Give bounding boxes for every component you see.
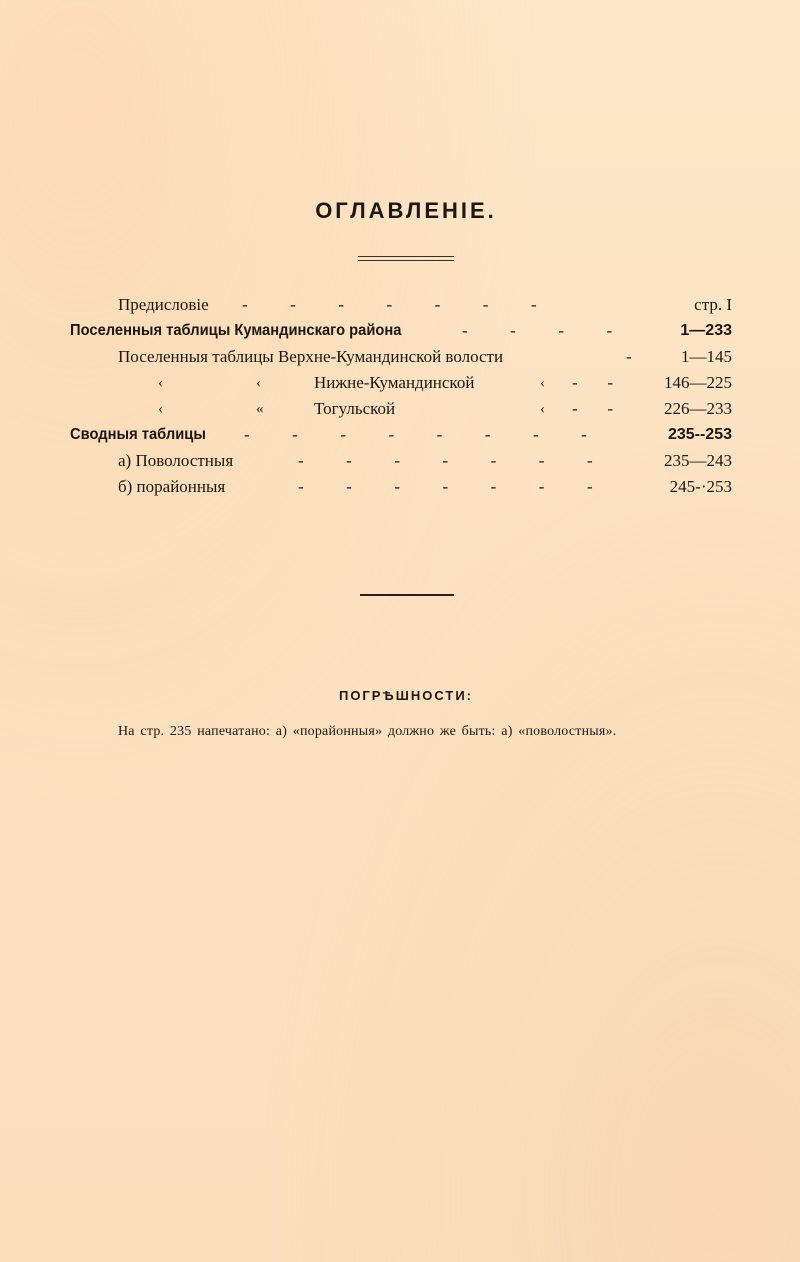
ditto-mark: ‹ [256,375,261,391]
toc-entry-by-volost [0,448,800,474]
toc-entry-summary-tables [0,422,800,448]
toc-page-upper-volost: 1—145 [681,347,732,366]
toc-label-upper-volost: Поселенныя таблицы Верхне-Кумандинской волости [118,347,504,366]
toc-leader-upper-volost: - [626,347,632,366]
toc-leader-togul-volost: - - [572,399,614,418]
toc-page-settlement-tables: 1—233 [680,322,732,339]
ditto-mark: « [256,401,264,417]
toc-page-by-volost: 235—243 [664,451,732,470]
toc-label-settlement-tables: Поселенныя таблицы Кумандинскаго района [70,322,402,339]
toc-leader-summary-tables: - - - - - - - - [244,425,587,444]
toc-entry-by-district [0,474,800,500]
title-double-rule [358,256,454,261]
toc-entry-settlement-tables [0,318,800,344]
ditto-mark: ‹ [158,401,163,417]
toc-leader-preface: - - - - - - - [242,295,537,314]
toc-label-by-district: б) порайонныя [118,477,226,496]
toc-page-togul-volost: 226—233 [664,399,732,418]
page-title: ОГЛАВЛЕНІЕ. [315,198,497,223]
toc-page-summary-tables: 235--253 [667,426,732,443]
toc-entry-upper-volost [0,344,800,370]
toc-page-by-district: 245-·253 [669,477,732,496]
toc-leader-by-volost: - - - - - - - [298,451,593,470]
toc-leader-lower-volost: - - [572,373,614,392]
toc-label-summary-tables: Сводныя таблицы [70,426,206,443]
toc-label-lower-volost: Нижне-Кумандинской [314,373,475,392]
toc-label-togul-volost: Тогульской [314,399,396,418]
ditto-mark: ‹ [540,401,545,417]
toc-entry-togul-volost [0,396,800,422]
toc-leader-by-district: - - - - - - - [298,477,593,496]
errata-text: На стр. 235 напечатано: а) «порайонныя» должно же быть: а) «поволостныя». [118,724,617,739]
toc-label-by-volost: а) Поволостныя [118,451,234,470]
toc-entry-preface [0,292,800,318]
toc-entry-lower-volost [0,370,800,396]
toc-page-lower-volost: 146—225 [664,373,732,392]
toc-page-preface: стр. I [694,295,732,314]
ditto-mark: ‹ [158,375,163,391]
toc-label-preface: Предисловіе [118,295,209,314]
section-divider-rule [360,594,454,596]
toc-leader-settlement-tables: - - - - [462,321,613,340]
ditto-mark: ‹ [540,375,545,391]
errata-heading: ПОГРѢШНОСТИ: [338,688,474,703]
